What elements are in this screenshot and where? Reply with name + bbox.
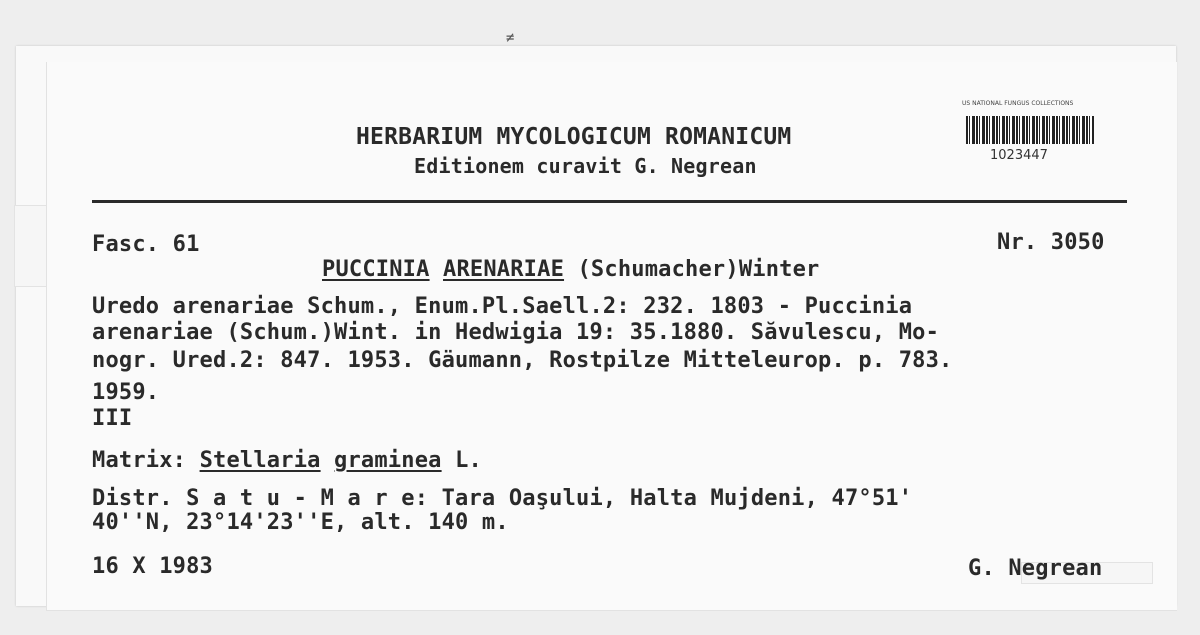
distribution-region: S a t u - M a r e: bbox=[186, 486, 429, 511]
matrix-line bbox=[92, 450, 482, 472]
distribution-line bbox=[92, 488, 912, 510]
host-genus: Stellaria bbox=[199, 448, 321, 473]
species-genus: PUCCINIA bbox=[322, 257, 430, 282]
pencil-mark: ≠ bbox=[506, 30, 515, 46]
collector-name: G. Negrean bbox=[968, 556, 1103, 581]
spore-stage: III bbox=[92, 406, 133, 431]
exsiccata-number: Nr. 3050 bbox=[997, 230, 1105, 255]
barcode-icon bbox=[966, 116, 1094, 144]
synonymy-line: 1959. bbox=[92, 380, 160, 405]
barcode-sticker bbox=[962, 100, 1098, 168]
herbarium-editor: Editionem curavit G. Negrean bbox=[414, 154, 757, 178]
barcode-number: 1023447 bbox=[990, 148, 1048, 163]
barcode-collection-label: US NATIONAL FUNGUS COLLECTIONS bbox=[962, 100, 1074, 107]
species-name bbox=[322, 259, 820, 281]
synonymy-line: nogr. Ured.2: 847. 1953. Gäumann, Rostpilze Mitteleurop. p. 783. bbox=[92, 348, 953, 373]
host-species: graminea bbox=[334, 448, 442, 473]
distribution-label: Distr. bbox=[92, 486, 173, 511]
header-divider bbox=[92, 200, 1127, 203]
distribution-coordinates: 40''N, 23°14'23''E, alt. 140 m. bbox=[92, 510, 509, 535]
synonymy-line: arenariae (Schum.)Wint. in Hedwigia 19: 35.1880. Săvulescu, Mo- bbox=[92, 320, 940, 345]
fascicle-number: Fasc. 61 bbox=[92, 232, 200, 257]
herbarium-title: HERBARIUM MYCOLOGICUM ROMANICUM bbox=[356, 124, 792, 150]
host-authority: L. bbox=[455, 448, 482, 473]
synonymy-line: Uredo arenariae Schum., Enum.Pl.Saell.2: 232. 1803 - Puccinia bbox=[92, 294, 913, 319]
distribution-locality: Tara Oaşului, Halta Mujdeni, 47°51' bbox=[441, 486, 913, 511]
species-epithet: ARENARIAE bbox=[443, 257, 565, 282]
collection-date: 16 X 1983 bbox=[92, 554, 214, 579]
paper-tab-left bbox=[14, 205, 50, 287]
matrix-label: Matrix: bbox=[92, 448, 187, 473]
species-authority: (Schumacher)Winter bbox=[577, 257, 820, 282]
